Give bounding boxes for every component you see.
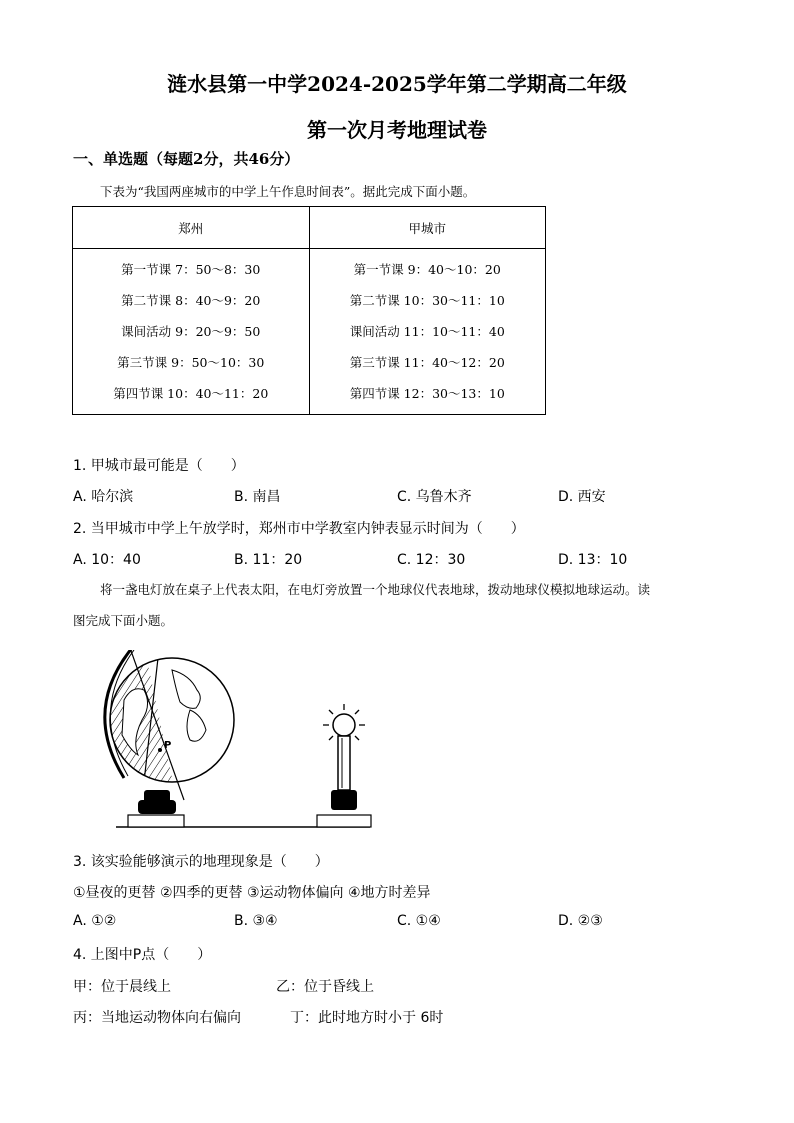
question-1-stem: 1. 甲城市最可能是（ ）: [73, 458, 245, 474]
table-row: 第四节课 10：40～11：20: [113, 386, 269, 401]
q2-option-c[interactable]: C. 12：30: [397, 552, 466, 568]
q4-statement-yi: 乙：位于昏线上: [276, 979, 374, 995]
q2-option-b[interactable]: B. 11：20: [234, 552, 303, 568]
table-row: 第二节课 8：40～9：20: [121, 293, 261, 308]
passage-2-line-2: 图完成下面小题。: [73, 613, 174, 628]
q1-option-d[interactable]: D. 西安: [558, 489, 606, 505]
q4-statement-jia: 甲：位于晨线上: [73, 979, 171, 995]
question-2-stem: 2. 当甲城市中学上午放学时，郑州市中学教室内钟表显示时间为（ ）: [73, 521, 525, 537]
table-header-zhengzhou: 郑州: [73, 207, 310, 249]
section-title: 一、单选题（每题2分，共46分）: [73, 150, 300, 168]
table-header-jia: 甲城市: [309, 207, 546, 249]
point-p: [158, 748, 162, 752]
table-row: 第一节课 7：50～8：30: [121, 262, 261, 277]
q3-option-a[interactable]: A. ①②: [73, 913, 117, 929]
table-row: 第二节课 10：30～11：10: [349, 293, 505, 308]
globe-lamp-figure: [72, 650, 402, 830]
question-3-choices: ①昼夜的更替 ②四季的更替 ③运动物体偏向 ④地方时差异: [73, 885, 431, 901]
table-row: 第一节课 9：40～10：20: [353, 262, 501, 277]
page-title: 涟水县第一中学2024-2025学年第二学期高二年级: [167, 72, 627, 96]
q2-option-a[interactable]: A. 10：40: [73, 552, 141, 568]
globe: [98, 650, 234, 800]
q3-option-c[interactable]: C. ①④: [397, 913, 441, 929]
jia-schedule-cell: [309, 249, 546, 415]
globe-stand: [128, 790, 184, 827]
table-row: 第三节课 9：50～10：30: [117, 355, 265, 370]
sun-icon: [333, 714, 355, 736]
point-p-label: P: [164, 740, 172, 751]
question-3-stem: 3. 该实验能够演示的地理现象是（ ）: [73, 854, 329, 870]
q1-option-b[interactable]: B. 南昌: [234, 489, 281, 505]
page-subtitle: 第一次月考地理试卷: [307, 118, 487, 142]
zhengzhou-schedule-cell: [73, 249, 310, 415]
schedule-table: [72, 206, 546, 415]
q2-option-d[interactable]: D. 13：10: [558, 552, 628, 568]
q3-option-d[interactable]: D. ②③: [558, 913, 603, 929]
q4-statement-ding: 丁：此时地方时小于 6时: [290, 1010, 444, 1026]
passage-1: 下表为“我国两座城市的中学上午作息时间表”。据此完成下面小题。: [100, 184, 476, 199]
passage-2-line-1: 将一盏电灯放在桌子上代表太阳，在电灯旁放置一个地球仪代表地球，拨动地球仪模拟地球运动。读: [100, 582, 651, 597]
lamp-sun: [317, 704, 371, 827]
table-row: 第三节课 11：40～12：20: [349, 355, 505, 370]
table-row: 第四节课 12：30～13：10: [349, 386, 505, 401]
table-row: 课间活动 11：10～11：40: [349, 324, 505, 339]
q4-statement-bing: 丙：当地运动物体向右偏向: [73, 1010, 241, 1026]
question-4-stem: 4. 上图中P点（ ）: [73, 947, 212, 963]
q1-option-c[interactable]: C. 乌鲁木齐: [397, 489, 472, 505]
q3-option-b[interactable]: B. ③④: [234, 913, 278, 929]
table-row: 课间活动 9：20～9：50: [121, 324, 261, 339]
q1-option-a[interactable]: A. 哈尔滨: [73, 489, 134, 505]
